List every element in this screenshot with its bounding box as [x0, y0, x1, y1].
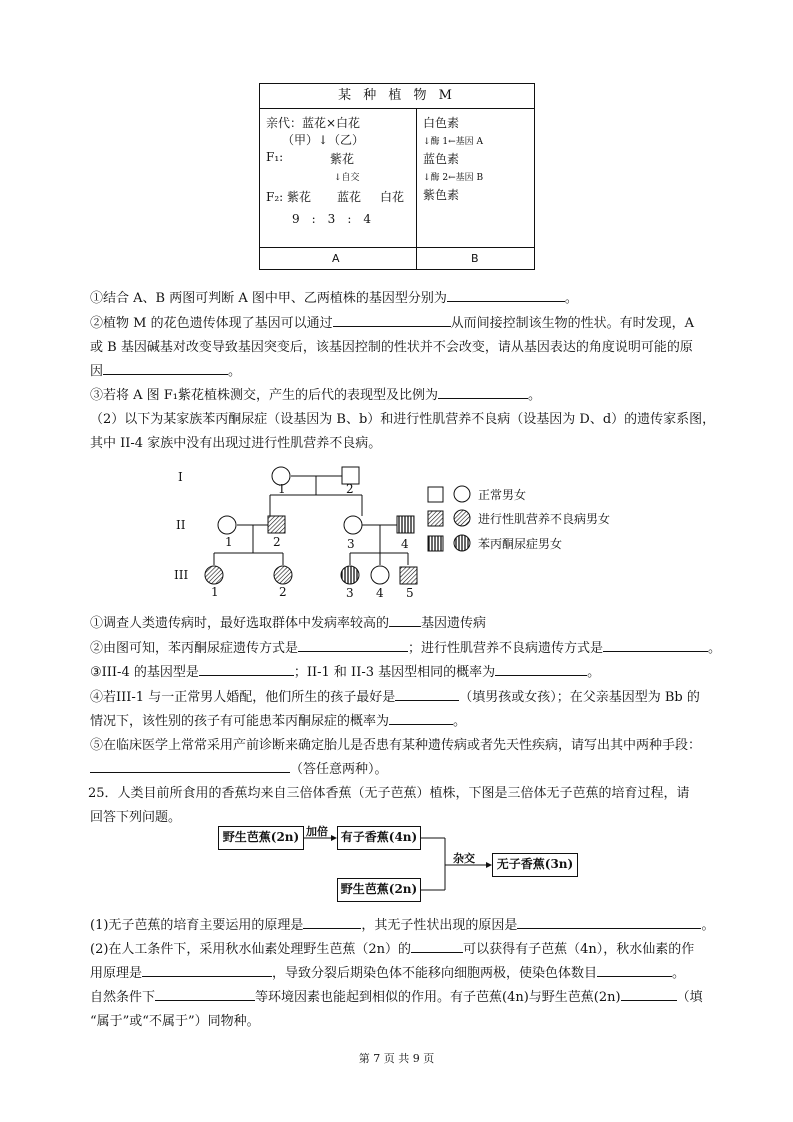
num-ii-1: 1	[225, 535, 233, 549]
question-text: ③III-4 的基因型是	[90, 665, 199, 680]
iii-2-female-dmd	[274, 566, 292, 584]
question-text: 。	[228, 364, 242, 379]
iii-5-male-dmd	[400, 567, 417, 584]
gen-label-i: I	[178, 470, 183, 484]
legend-dmd-label: 进行性肌营养不良病男女	[478, 512, 611, 526]
question-1-2c	[90, 360, 241, 379]
num-i-1: 1	[278, 482, 286, 496]
num-iii-1: 1	[211, 585, 219, 599]
question-text: 。	[672, 966, 686, 981]
question-3-2	[90, 637, 721, 656]
question-2-intro-b: 其中 II-4 家族中没有出现过进行性肌营养不良病。	[90, 436, 382, 451]
question-text: 用原理是	[90, 966, 143, 981]
f1-value: 紫花	[330, 152, 355, 166]
figure-foot-line	[260, 247, 534, 248]
f2-ratio: 9 : 3 : 4	[292, 212, 371, 226]
legend-pku-label: 苯丙酮尿症男女	[478, 537, 563, 551]
pigment-white: 白色素	[423, 116, 460, 130]
question-25-intro-b: 回答下列问题。	[90, 810, 182, 825]
question-text: （答任意两种）。	[290, 762, 388, 777]
answer-blank[interactable]	[447, 288, 565, 302]
answer-blank[interactable]	[389, 711, 453, 725]
question-text: 。	[701, 918, 715, 933]
gen-label-iii: III	[174, 568, 189, 582]
question-text: ②植物 M 的花色遗传体现了基因可以通过	[90, 316, 333, 331]
question-text: 因	[90, 364, 104, 379]
question-3-5: ⑤在临床医学上常常采用产前诊断来确定胎儿是否患有某种遗传病或者先天性疾病，请写出其中两种手段：	[90, 738, 702, 753]
question-text: ③若将 A 图 F₁紫花植株测交，产生的后代的表现型及比例为	[90, 388, 439, 403]
question-text: 可以获得有子芭蕉（4n），秋水仙素的作	[463, 942, 695, 957]
question-text: 。	[564, 291, 578, 306]
question-3-3	[90, 661, 600, 680]
pigment-blue: 蓝色素	[423, 152, 460, 166]
question-text: ②由图可知，苯丙酮尿症遗传方式是	[90, 641, 299, 656]
legend-pku-female	[454, 535, 470, 551]
f1-label: F₁:	[266, 150, 284, 164]
question-25-intro: 25．人类目前所食用的香蕉均来自三倍体香蕉（无子芭蕉）植株，下图是三倍体无子芭蕉的培育过程，请	[88, 786, 690, 801]
num-ii-2: 2	[273, 535, 281, 549]
question-text: ；进行性肌营养不良病遗传方式是	[408, 641, 604, 656]
plant-m-figure	[259, 83, 535, 270]
question-text: ①调查人类遗传病时，最好选取群体中发病率较高的	[90, 616, 390, 631]
num-iii-2: 2	[279, 585, 287, 599]
seedless-banana-box: 无子香蕉(3n)	[492, 853, 578, 877]
f2-label: F₂: 紫花	[266, 190, 311, 204]
question-text: 。	[528, 388, 542, 403]
question-text: ，导致分裂后期染色体不能移向细胞两极，使染色体数目	[272, 966, 598, 981]
num-iii-5: 5	[406, 586, 414, 600]
num-iii-3: 3	[346, 586, 354, 600]
answer-blank[interactable]	[603, 638, 708, 652]
question-text: (1)无子芭蕉的培育主要运用的原理是	[90, 918, 304, 933]
question-1-1	[90, 287, 578, 306]
num-iii-4: 4	[376, 586, 384, 600]
answer-blank[interactable]	[495, 662, 587, 676]
page-footer: 第 7 页 共 9 页	[358, 1052, 435, 1065]
question-text: 。	[587, 665, 601, 680]
answer-blank[interactable]	[90, 759, 290, 773]
iii-3-female-pku	[341, 566, 359, 584]
wild-banana-box-2: 野生芭蕉(2n)	[337, 878, 421, 902]
pedigree-chart	[170, 455, 630, 610]
num-ii-4: 4	[401, 537, 409, 551]
question-text: 。	[453, 714, 467, 729]
answer-blank[interactable]	[303, 915, 361, 929]
answer-blank[interactable]	[438, 385, 528, 399]
legend-normal-label: 正常男女	[478, 488, 527, 502]
question-25-2	[90, 938, 694, 957]
ii-2-male-dmd	[268, 516, 285, 533]
f2-blue: 蓝花	[337, 190, 362, 204]
question-text: ，其无子性状出现的原因是	[361, 918, 518, 933]
question-1-2b: 或 B 基因碱基对改变导致基因突变后，该基因控制的性状并不会改变，请从基因表达的角度说明可能的原	[90, 340, 693, 355]
question-text: 。	[708, 641, 722, 656]
parents-line: 亲代：蓝花×白花	[266, 116, 361, 130]
question-3-1	[90, 612, 486, 631]
answer-blank[interactable]	[621, 987, 677, 1001]
question-1-3	[90, 384, 541, 403]
question-text: 从而间接控制该生物的性状。有时发现，A	[450, 316, 694, 331]
num-i-2: 2	[346, 482, 354, 496]
question-text: ①结合 A、B 两图可判断 A 图中甲、乙两植株的基因型分别为	[90, 291, 447, 306]
question-text: 等环境因素也能起到相似的作用。有子芭蕉(4n)与野生芭蕉(2n)	[255, 990, 621, 1005]
answer-blank[interactable]	[298, 638, 408, 652]
question-25-2c	[90, 986, 703, 1005]
double-label: 加倍	[306, 825, 328, 838]
question-3-5b	[90, 758, 388, 777]
answer-blank[interactable]	[333, 313, 451, 327]
answer-blank[interactable]	[389, 613, 421, 627]
enzyme1-arrow: ↓酶 1←基因 A	[423, 137, 484, 147]
answer-blank[interactable]	[395, 687, 459, 701]
cross-label: 杂交	[453, 852, 475, 865]
f2-white: 白花	[380, 190, 405, 204]
figure-divider	[416, 108, 417, 269]
label-b: B	[471, 252, 479, 265]
iii-4-female	[371, 566, 389, 584]
legend-pku-male	[428, 536, 443, 551]
answer-blank[interactable]	[597, 963, 672, 977]
answer-blank[interactable]	[411, 939, 463, 953]
legend-normal-male	[428, 487, 443, 502]
legend-dmd-male	[428, 511, 443, 526]
legend-dmd-female	[454, 510, 470, 526]
breeding-arrows	[300, 830, 500, 900]
iii-1-female-dmd	[205, 566, 223, 584]
question-text: (2)在人工条件下，采用秋水仙素处理野生芭蕉（2n）的	[90, 942, 412, 957]
question-2-intro: （2）以下为某家族苯丙酮尿症（设基因为 B、b）和进行性肌营养不良病（设基因为 D、d）的遗传家系图，	[90, 412, 716, 427]
pigment-purple: 紫色素	[423, 188, 460, 202]
figure-title: 某 种 植 物 M	[260, 84, 534, 109]
question-text: ④若III-1 与一正常男人婚配，他们所生的孩子最好是	[90, 690, 396, 705]
question-text: 基因遗传病	[421, 616, 487, 631]
seeded-banana-box: 有子香蕉(4n)	[337, 826, 421, 850]
question-1-2	[90, 312, 694, 331]
selfing-arrow: ↓自交	[334, 173, 360, 183]
question-3-4	[90, 686, 700, 705]
num-ii-3: 3	[347, 537, 355, 551]
parent-labels: （甲）↓（乙）	[282, 133, 365, 147]
question-text: （填	[676, 990, 703, 1005]
ii-4-male-pku	[397, 516, 414, 533]
gen-label-ii: II	[176, 518, 186, 532]
answer-blank[interactable]	[199, 662, 294, 676]
question-text: ；II-1 和 II-3 基因型相同的概率为	[293, 665, 496, 680]
question-25-2b	[90, 962, 685, 981]
enzyme2-arrow: ↓酶 2←基因 B	[423, 173, 484, 183]
answer-blank[interactable]	[155, 987, 255, 1001]
question-3-4b	[90, 710, 466, 729]
answer-blank[interactable]	[103, 361, 228, 375]
question-text: （填男孩或女孩）；在父亲基因型为 Bb 的	[459, 690, 700, 705]
question-25-1	[90, 914, 714, 933]
question-text: 情况下，该性别的孩子有可能患苯丙酮尿症的概率为	[90, 714, 390, 729]
question-25-2d: “属于”或“不属于”）同物种。	[90, 1014, 260, 1029]
wild-banana-box-1: 野生芭蕉(2n)	[218, 826, 304, 850]
answer-blank[interactable]	[517, 915, 701, 929]
question-text: 自然条件下	[90, 990, 156, 1005]
legend-normal-female	[454, 486, 470, 502]
label-a: A	[332, 252, 340, 265]
answer-blank[interactable]	[142, 963, 272, 977]
ii-3-female	[344, 516, 362, 534]
ii-1-female	[218, 516, 236, 534]
